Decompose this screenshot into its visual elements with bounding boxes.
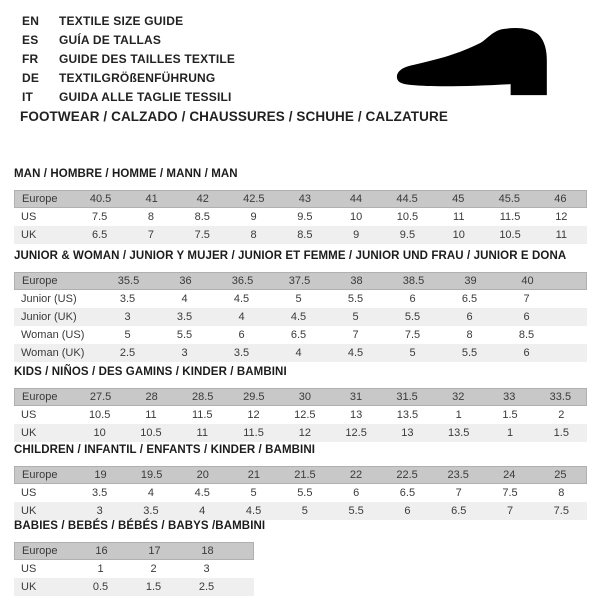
table-header-row <box>14 272 587 290</box>
size-cell: 6 <box>466 311 473 323</box>
size-cell: 46 <box>554 193 567 205</box>
size-cell: 41 <box>145 193 158 205</box>
size-cell: 8.5 <box>194 211 210 223</box>
row-label: UK <box>21 505 37 517</box>
size-section-3 <box>14 444 587 520</box>
size-cell: 5.5 <box>297 487 313 499</box>
language-label: TEXTILGRÖßENFÜHRUNG <box>59 70 216 85</box>
row-label: Woman (US) <box>21 329 85 341</box>
table-header-row <box>14 190 587 208</box>
size-cell: 38.5 <box>402 275 425 287</box>
size-cell: 8.5 <box>297 229 313 241</box>
size-cell: 4 <box>199 505 206 517</box>
size-cell: 2.5 <box>198 581 215 593</box>
size-cell: 4 <box>181 293 188 305</box>
table-header-row <box>14 466 587 484</box>
size-cell: 1.5 <box>145 581 162 593</box>
size-cell: 10.5 <box>396 211 419 223</box>
size-cell: 42 <box>196 193 209 205</box>
size-cell: 12 <box>298 427 311 439</box>
size-cell: 5.5 <box>347 293 364 305</box>
table-header-row <box>14 542 254 560</box>
language-code: EN <box>22 13 40 28</box>
size-cell: 6 <box>409 293 416 305</box>
language-code: DE <box>22 70 40 85</box>
size-section-2 <box>14 366 587 442</box>
size-cell: 3 <box>181 347 188 359</box>
row-label: Europe <box>22 391 58 403</box>
size-cell: 2.5 <box>119 347 136 359</box>
size-cell: 4.5 <box>347 347 364 359</box>
size-table <box>14 272 587 362</box>
language-row <box>22 68 235 87</box>
size-cell: 6.5 <box>399 487 416 499</box>
size-cell: 4.5 <box>233 293 250 305</box>
size-cell: 4 <box>147 487 154 499</box>
shoe-icon <box>392 26 578 100</box>
size-cell: 21 <box>247 469 260 481</box>
row-label: Woman (UK) <box>21 347 85 359</box>
size-table <box>14 542 254 596</box>
language-label: GUÍA DE TALLAS <box>59 32 162 47</box>
size-cell: 30 <box>298 391 312 403</box>
size-cell: 10.5 <box>499 229 521 241</box>
size-cell: 8 <box>466 329 473 341</box>
size-cell: 25 <box>554 469 567 481</box>
size-cell: 11.5 <box>191 409 213 421</box>
language-row <box>22 30 235 49</box>
table-row <box>14 290 587 308</box>
size-cell: 5 <box>124 329 131 341</box>
size-cell: 20 <box>196 469 209 481</box>
size-cell: 10.5 <box>88 409 111 421</box>
size-cell: 13.5 <box>448 427 470 439</box>
size-cell: 40 <box>521 275 534 287</box>
category-line: FOOTWEAR / CALZADO / CHAUSSURES / SCHUHE / CALZATURE <box>20 109 448 124</box>
size-cell: 7.5 <box>404 329 421 341</box>
row-label: Europe <box>22 469 58 481</box>
size-cell: 7 <box>523 293 530 305</box>
size-cell: 21.5 <box>294 469 316 481</box>
language-row <box>22 11 235 30</box>
language-list <box>22 11 235 106</box>
size-cell: 22 <box>349 469 363 481</box>
size-cell: 38 <box>350 275 363 287</box>
size-cell: 3 <box>124 311 131 323</box>
size-cell: 3.5 <box>119 293 136 305</box>
table-title: BABIES / BEBÉS / BÉBÉS / BABYS /BAMBINI <box>14 520 266 532</box>
table-row <box>14 578 254 596</box>
row-label: Junior (US) <box>21 293 77 305</box>
size-cell: 39 <box>464 275 477 287</box>
table-row <box>14 308 587 326</box>
language-label: GUIDE DES TAILLES TEXTILE <box>59 51 236 66</box>
size-cell: 10.5 <box>140 427 162 439</box>
size-cell: 9.5 <box>297 211 313 223</box>
size-cell: 5.5 <box>348 505 364 517</box>
size-cell: 1.5 <box>502 409 518 421</box>
table-row <box>14 484 587 502</box>
size-cell: 40.5 <box>89 193 112 205</box>
size-cell: 19 <box>94 469 107 481</box>
table-row <box>14 502 587 520</box>
size-cell: 5.5 <box>461 347 478 359</box>
size-cell: 13 <box>401 427 414 439</box>
size-cell: 6 <box>523 311 530 323</box>
size-cell: 17 <box>148 545 161 557</box>
size-cell: 6.5 <box>92 229 108 241</box>
size-cell: 33.5 <box>549 391 572 403</box>
size-cell: 5 <box>352 311 359 323</box>
size-cell: 7.5 <box>92 211 108 223</box>
size-cell: 11 <box>196 427 208 439</box>
size-cell: 13.5 <box>396 409 419 421</box>
row-label: UK <box>21 427 37 439</box>
size-cell: 12 <box>555 211 568 223</box>
size-cell: 10 <box>93 427 106 439</box>
language-label: TEXTILE SIZE GUIDE <box>59 13 184 28</box>
size-cell: 11.5 <box>243 427 264 439</box>
language-row <box>22 49 235 68</box>
size-cell: 5.5 <box>176 329 193 341</box>
size-cell: 45.5 <box>498 193 520 205</box>
table-row <box>14 226 587 244</box>
size-cell: 4.5 <box>194 487 210 499</box>
size-cell: 2 <box>558 409 565 421</box>
size-cell: 33 <box>503 391 516 403</box>
size-cell: 32 <box>452 391 465 403</box>
row-label: US <box>21 409 37 421</box>
size-cell: 6.5 <box>461 293 478 305</box>
size-cell: 31 <box>349 391 363 403</box>
size-cell: 5 <box>301 505 308 517</box>
size-cell: 36.5 <box>231 275 254 287</box>
size-section-1 <box>14 250 587 362</box>
row-label: US <box>21 487 37 499</box>
language-code: FR <box>22 51 39 66</box>
size-cell: 6 <box>238 329 245 341</box>
size-cell: 8 <box>250 229 257 241</box>
size-table <box>14 190 587 244</box>
size-section-4 <box>14 520 587 596</box>
size-cell: 42.5 <box>243 193 265 205</box>
table-row <box>14 560 254 578</box>
table-row <box>14 208 587 226</box>
size-cell: 1 <box>97 563 104 575</box>
table-row <box>14 406 587 424</box>
size-section-0 <box>14 168 587 244</box>
size-cell: 7.5 <box>553 505 569 517</box>
size-cell: 3.5 <box>92 487 108 499</box>
size-cell: 1.5 <box>553 427 569 439</box>
size-cell: 11 <box>453 211 465 223</box>
size-cell: 6 <box>523 347 530 359</box>
size-cell: 3.5 <box>176 311 193 323</box>
size-cell: 7.5 <box>502 487 518 499</box>
size-cell: 12 <box>247 409 260 421</box>
table-row <box>14 344 587 362</box>
size-cell: 16 <box>95 545 108 557</box>
size-cell: 13 <box>350 409 363 421</box>
size-cell: 7.5 <box>194 229 210 241</box>
size-cell: 44 <box>349 193 363 205</box>
size-cell: 11 <box>555 229 568 241</box>
row-label: Europe <box>22 193 58 205</box>
size-cell: 8 <box>147 211 154 223</box>
size-cell: 7 <box>455 487 462 499</box>
size-cell: 22.5 <box>396 469 418 481</box>
size-cell: 11.5 <box>499 211 521 223</box>
row-label: Europe <box>22 275 58 287</box>
table-title: CHILDREN / INFANTIL / ENFANTS / KINDER / BAMBINI <box>14 444 316 456</box>
size-cell: 9 <box>250 211 257 223</box>
size-cell: 28 <box>145 391 158 403</box>
size-cell: 11 <box>145 409 157 421</box>
size-cell: 27.5 <box>89 391 112 403</box>
size-cell: 12.5 <box>345 427 367 439</box>
size-cell: 43 <box>298 193 312 205</box>
size-cell: 10 <box>350 211 363 223</box>
row-label: US <box>21 211 37 223</box>
size-cell: 12.5 <box>294 409 316 421</box>
table-title: KIDS / NIÑOS / DES GAMINS / KINDER / BAMBINI <box>14 366 287 378</box>
row-label: Junior (UK) <box>21 311 77 323</box>
size-cell: 23.5 <box>447 469 469 481</box>
size-cell: 45 <box>452 193 465 205</box>
language-label: GUIDA ALLE TAGLIE TESSILI <box>59 89 232 104</box>
language-code: ES <box>22 32 39 47</box>
size-cell: 7 <box>506 505 514 517</box>
size-cell: 37.5 <box>288 275 311 287</box>
size-cell: 4.5 <box>290 311 307 323</box>
size-cell: 7 <box>352 329 359 341</box>
size-cell: 6.5 <box>451 505 467 517</box>
size-cell: 4.5 <box>245 505 262 517</box>
size-cell: 8.5 <box>518 329 535 341</box>
size-cell: 3.5 <box>143 505 159 517</box>
size-cell: 3 <box>96 505 103 517</box>
size-cell: 6 <box>404 505 411 517</box>
table-title: JUNIOR & WOMAN / JUNIOR Y MUJER / JUNIOR ET FEMME / JUNIOR UND FRAU / JUNIOR E DONA <box>14 250 567 262</box>
size-cell: 10 <box>452 229 465 241</box>
size-cell: 3.5 <box>233 347 250 359</box>
size-cell: 4 <box>295 347 302 359</box>
table-header-row <box>14 388 587 406</box>
size-cell: 36 <box>179 275 192 287</box>
size-cell: 6 <box>353 487 360 499</box>
size-cell: 5.5 <box>404 311 421 323</box>
size-cell: 2 <box>150 563 157 575</box>
row-label: UK <box>21 229 37 241</box>
size-cell: 0.5 <box>92 581 109 593</box>
size-cell: 3 <box>203 563 210 575</box>
size-cell: 9 <box>353 229 360 241</box>
size-cell: 1 <box>455 409 462 421</box>
language-code: IT <box>22 89 34 104</box>
size-cell: 4 <box>238 311 245 323</box>
table-title: MAN / HOMBRE / HOMME / MANN / MAN <box>14 168 238 180</box>
size-cell: 7 <box>147 229 154 241</box>
size-cell: 28.5 <box>192 391 214 403</box>
size-table <box>14 466 587 520</box>
size-table <box>14 388 587 442</box>
size-cell: 44.5 <box>396 193 418 205</box>
language-row <box>22 87 235 106</box>
size-cell: 18 <box>201 545 214 557</box>
table-row <box>14 424 587 442</box>
size-cell: 5 <box>295 293 302 305</box>
size-cell: 6.5 <box>290 329 307 341</box>
row-label: UK <box>21 581 37 593</box>
size-cell: 8 <box>558 487 565 499</box>
row-label: Europe <box>22 545 58 557</box>
size-cell: 9.5 <box>399 229 416 241</box>
size-cell: 19.5 <box>140 469 163 481</box>
size-cell: 31.5 <box>396 391 418 403</box>
table-row <box>14 326 587 344</box>
size-cell: 29.5 <box>243 391 265 403</box>
size-cell: 1 <box>506 427 514 439</box>
size-cell: 35.5 <box>117 275 140 287</box>
size-cell: 5 <box>250 487 257 499</box>
row-label: US <box>21 563 37 575</box>
size-cell: 24 <box>503 469 516 481</box>
size-cell: 5 <box>409 347 416 359</box>
